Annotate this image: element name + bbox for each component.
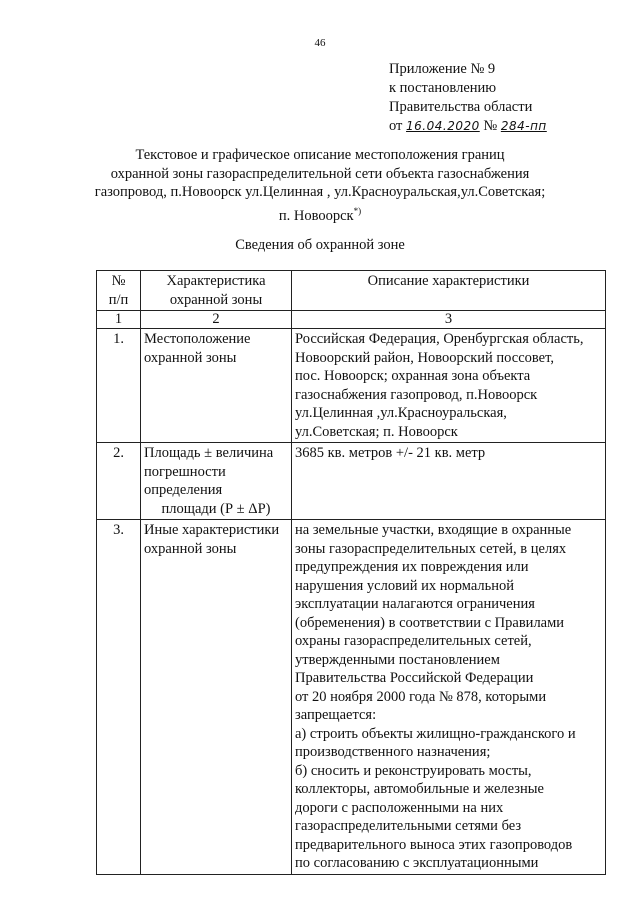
table-header-row (97, 271, 606, 311)
appendix-number-label: № (483, 118, 498, 134)
row-1-desc-line: ул.Целинная ,ул.Красноуральская, (295, 405, 507, 421)
table-row (97, 443, 606, 520)
row-3-desc-line: эксплуатации налагаются ограничения (295, 596, 535, 612)
row-1-desc-line: Новоорский район, Новоорский поссовет, (295, 349, 554, 366)
row-1-char-line: Местоположение (144, 331, 251, 347)
row-3-desc-line: коллекторы, автомобильные и железные (295, 781, 544, 797)
row-3-desc-line: охраны газораспределительных сетей, (295, 633, 532, 649)
title-line-2: охранной зоны газораспределительной сети объекта газоснабжения (110, 165, 530, 182)
column-number-row (97, 311, 606, 329)
title-footnote-mark: *) (353, 205, 362, 216)
header-characteristic (141, 271, 292, 311)
appendix-line-1: Приложение № 9 (389, 61, 496, 77)
header-num-line-2: п/п (108, 291, 129, 308)
appendix-line-4 (389, 117, 547, 136)
row-3-description (292, 520, 606, 875)
row-3-desc-line: производственного назначения; (295, 744, 491, 760)
row-3-desc-line: дороги с расположенными на них (295, 799, 504, 816)
zone-table (96, 270, 606, 875)
title-line-4-text: п. Новоорск (278, 207, 354, 224)
header-description: Описание характеристики (292, 271, 606, 311)
row-3-desc-line: газораспределительными сетями без (295, 818, 522, 834)
title-line-3: газопровод, п.Новоорск ул.Целинная , ул.Красноуральская,ул.Советская; (94, 184, 546, 200)
document-title (60, 146, 580, 225)
row-1-num: 1. (97, 329, 141, 443)
row-2-description (292, 443, 606, 520)
column-number-2: 2 (141, 311, 292, 329)
row-2-desc-line: 3685 кв. метров +/- 21 кв. метр (295, 445, 486, 461)
row-3-desc-line: на земельные участки, входящие в охранные (295, 522, 572, 538)
appendix-block (389, 60, 547, 136)
row-3-char-line: Иные характеристики (144, 522, 280, 538)
row-3-desc-line: по согласованию с эксплуатационными (295, 855, 539, 871)
row-3-desc-line: предупреждения их повреждения или (295, 559, 529, 575)
column-number-1: 1 (97, 311, 141, 329)
header-num-line-1: № (111, 273, 126, 289)
row-3-desc-line: Правительства Российской Федерации (295, 670, 534, 686)
appendix-line-3: Правительства области (389, 99, 533, 115)
row-1-characteristic (141, 329, 292, 443)
row-3-desc-line: запрещается: (295, 707, 377, 723)
table-row (97, 329, 606, 443)
row-2-num: 2. (97, 443, 141, 520)
title-line-4 (60, 202, 580, 225)
title-line-1: Текстовое и графическое описание местоположения границ (135, 147, 505, 163)
row-2-characteristic (141, 443, 292, 520)
row-1-desc-line: пос. Новоорск; охранная зона объекта (295, 368, 531, 384)
appendix-date: 16.04.2020 (406, 119, 480, 133)
appendix-line-2: к постановлению (389, 80, 497, 96)
row-1-desc-line: ул.Советская; п. Новоорск (295, 423, 458, 440)
row-3-desc-line: а) строить объекты жилищно-гражданского и (295, 725, 576, 742)
row-2-char-line: определения (144, 482, 223, 498)
row-3-desc-line: предварительного выноса этих газопроводов (295, 836, 573, 853)
row-3-desc-line: нарушения условий их нормальной (295, 577, 515, 594)
table-row (97, 520, 606, 875)
page-number: 46 (314, 37, 326, 49)
row-3-char-line: охранной зоны (144, 540, 237, 557)
appendix-number: 284-пп (500, 119, 547, 133)
row-2-char-line: погрешности (144, 463, 226, 480)
row-3-desc-line: утвержденными постановлением (295, 651, 500, 668)
row-3-num: 3. (97, 520, 141, 875)
header-char-line-1: Характеристика (166, 273, 266, 289)
header-char-line-2: охранной зоны (169, 291, 263, 308)
row-3-desc-line: (обременения) в соответствии с Правилами (295, 614, 565, 631)
row-3-desc-line: от 20 ноября 2000 года № 878, которыми (295, 688, 547, 705)
row-1-desc-line: газоснабжения газопровод, п.Новоорск (295, 386, 538, 403)
row-2-char-line: площади (Р ± ΔР) (161, 500, 271, 517)
section-subtitle: Сведения об охранной зоне (235, 237, 405, 253)
appendix-from-label: от (389, 118, 403, 134)
row-1-char-line: охранной зоны (144, 349, 237, 366)
column-number-3: 3 (292, 311, 606, 329)
row-1-desc-line: Российская Федерация, Оренбургская область, (295, 331, 584, 347)
row-3-characteristic (141, 520, 292, 875)
header-num (97, 271, 141, 311)
row-3-desc-line: зоны газораспределительных сетей, в целях (295, 540, 567, 557)
row-1-description (292, 329, 606, 443)
row-2-char-line: Площадь ± величина (144, 445, 274, 461)
row-3-desc-line: б) сносить и реконструировать мосты, (295, 762, 532, 779)
